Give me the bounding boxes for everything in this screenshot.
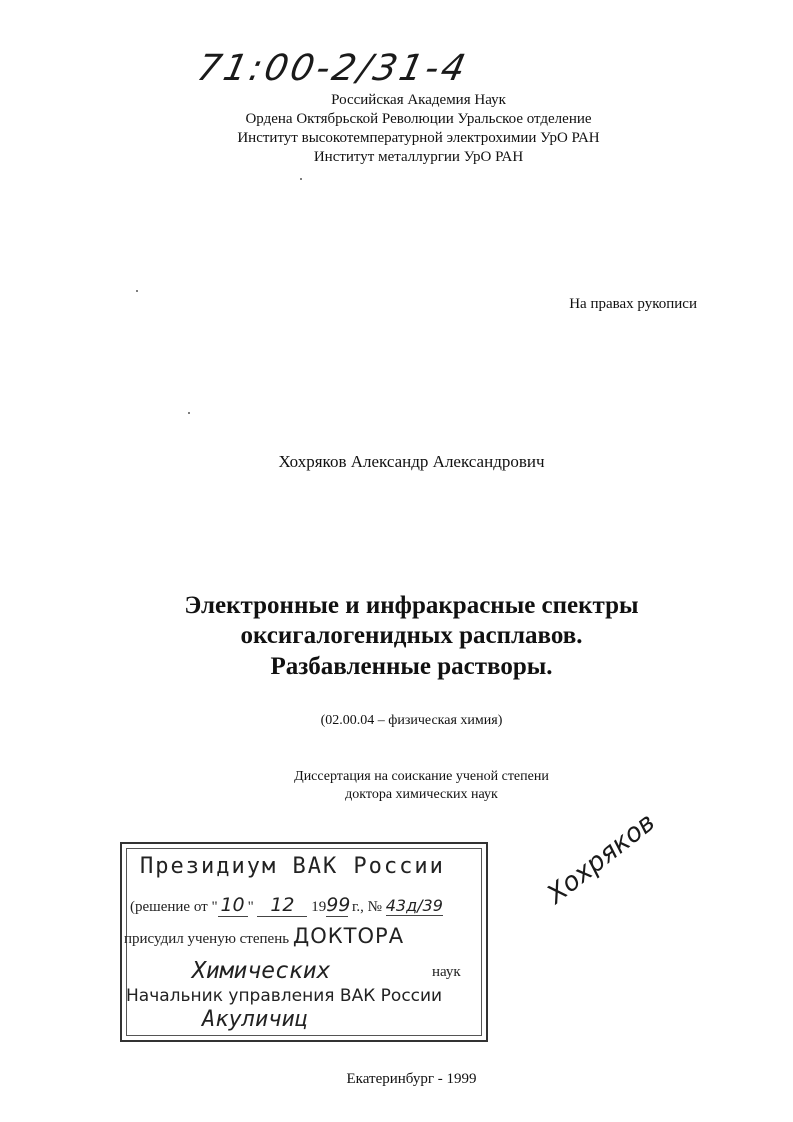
title-line-1: Электронные и инфракрасные спектры [184,592,639,619]
title-line-2: оксигалогенидных расплавов. [240,622,583,649]
institution-branch: Ордена Октябрьской Революции Уральское отделение [245,111,592,127]
stamp-number: 43д/39 [385,896,443,915]
margin-signature: Хохряков [541,807,662,910]
stamp-awarded-line [124,924,404,948]
stamp-nauk: наук [432,964,461,980]
stamp-year-suffix: 99 [326,894,351,916]
title-line-3: Разбавленные растворы. [270,653,553,680]
scan-speck [188,412,190,414]
dissertation-line-1: Диссертация на соискание ученой степени [294,769,549,784]
stamp-decision-line: (решение от " 10 " 12 1999 г., № 43д/39 [130,894,443,916]
stamp-month: 12 [257,894,307,917]
stamp-awarded-prefix: присудил ученую степень [124,931,290,947]
scan-speck [300,178,302,180]
dissertation-line-2: доктора химических наук [345,787,498,802]
stamp-degree: ДОКТОРА [292,924,405,948]
stamp-head: Начальник управления ВАК России [126,986,443,1006]
institution-academy: Российская Академия Наук [331,92,506,108]
vak-stamp [120,842,488,1042]
institution-electrochemistry: Институт высокотемпературной электрохимии УрО РАН [237,130,600,146]
stamp-day: 10 [218,894,248,917]
stamp-year-mark: г., № [351,899,382,915]
city-year: Екатеринбург - 1999 [346,1071,477,1087]
stamp-title: Президиум ВАК России [140,854,445,879]
stamp-signature: Акуличиц [202,1007,308,1032]
author-name: Хохряков Александр Александрович [278,452,545,471]
stamp-year-prefix: 19 [311,899,327,915]
archive-shelfmark: 71:00-2/31-4 [193,48,472,89]
scan-speck [136,290,138,292]
rights-note: На правах рукописи [569,296,697,312]
specialty-code: (02.00.04 – физическая химия) [320,713,503,728]
stamp-decision-prefix: (решение от [130,899,208,915]
stamp-field: Химических [192,958,331,984]
institution-metallurgy: Институт металлургии УрО РАН [313,149,524,165]
